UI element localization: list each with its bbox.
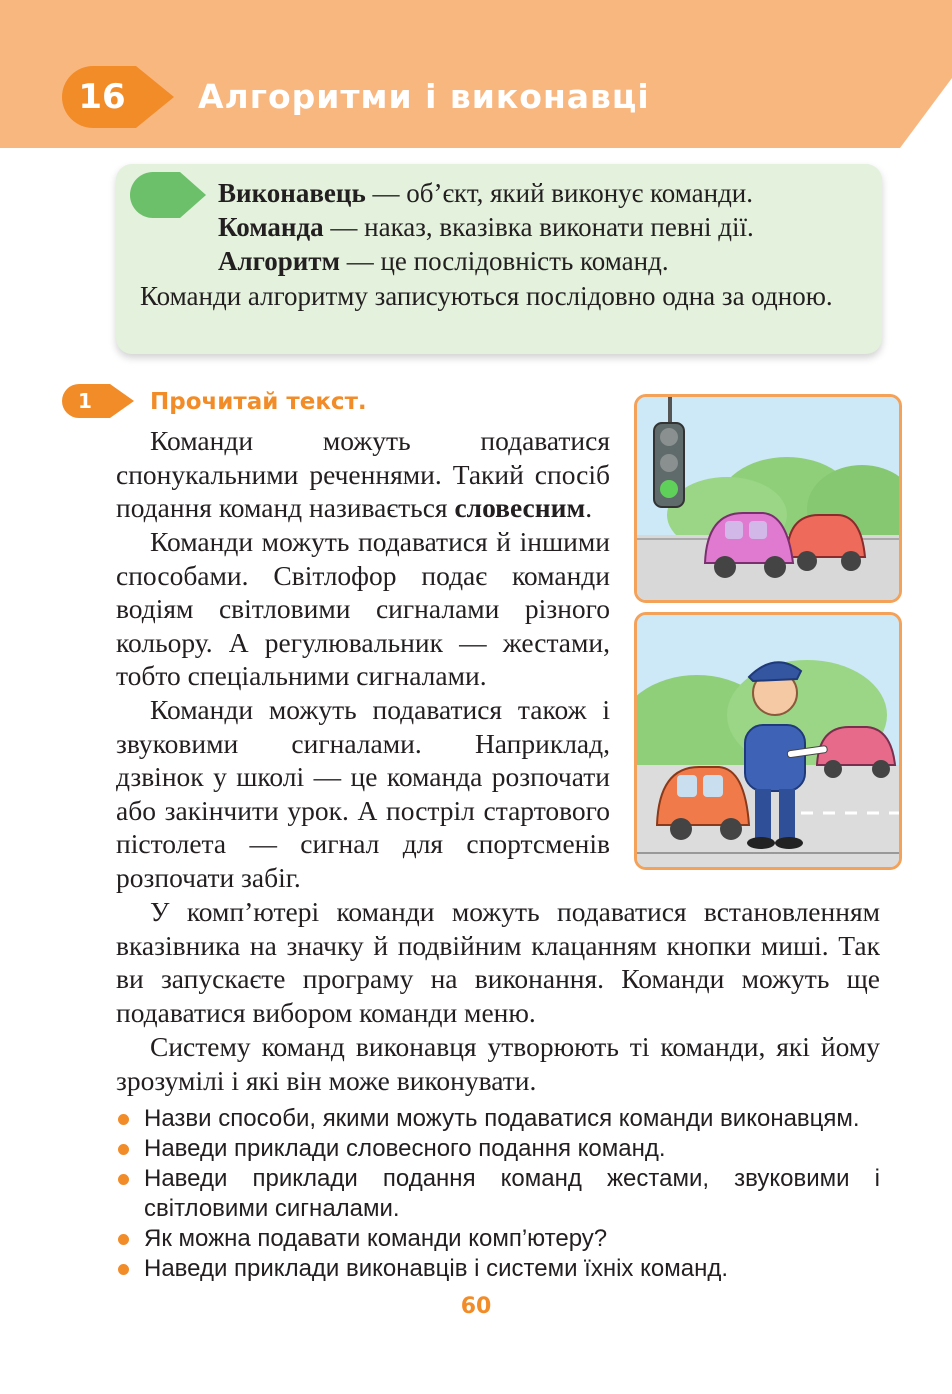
paragraph-1-end: . bbox=[585, 492, 593, 524]
definition-algorithm bbox=[218, 244, 669, 278]
definitions-note: Команди алгоритму записуються послідовно одна за одною. bbox=[140, 281, 833, 311]
paragraph-2-text: Команди можуть подаватися й іншими способами. Світлофор подає команди водіям світловими сигналами різного кольору. А регулювальник — жестами, тобто спеціальними сигналами. bbox=[116, 526, 610, 692]
question-text: Наведи приклади подання команд жестами, звуковими і світловими сигналами. bbox=[144, 1165, 880, 1222]
bullet-icon bbox=[118, 1234, 129, 1245]
question-item bbox=[116, 1134, 880, 1164]
lesson-title: Алгоритми і виконавці bbox=[198, 77, 650, 116]
definitions-marker-icon bbox=[130, 172, 206, 218]
question-text: Наведи приклади виконавців і системи їхніх команд. bbox=[144, 1255, 728, 1282]
bullet-icon bbox=[118, 1264, 129, 1275]
traffic-light-illustration bbox=[634, 394, 902, 603]
question-text: Наведи приклади словесного подання команд. bbox=[144, 1135, 666, 1162]
definition-text: — це послідовність команд. bbox=[339, 246, 669, 276]
definition-term: Команда bbox=[218, 212, 324, 242]
definition-term: Алгоритм bbox=[218, 246, 340, 276]
lesson-number: 16 bbox=[78, 77, 126, 117]
paragraph-3 bbox=[116, 693, 610, 895]
task-number: 1 bbox=[78, 389, 92, 413]
traffic-officer-scene bbox=[637, 615, 899, 867]
paragraph-4-text: У комп’ютері команди можуть подаватися встановленням вказівника на значку й подвійним клацанням кнопки миші. Так ви запускаєте програму на виконання. Команди можуть ще подаватися вибором команди меню. bbox=[116, 896, 880, 1028]
definition-text: — наказ, вказівка виконати певні дії. bbox=[323, 212, 754, 242]
question-item bbox=[116, 1254, 880, 1284]
task-title: Прочитай текст. bbox=[150, 389, 367, 415]
paragraph-2 bbox=[116, 525, 610, 693]
paragraph-1-bold: словесним bbox=[454, 492, 586, 524]
red-car-icon bbox=[787, 515, 865, 557]
question-item bbox=[116, 1224, 880, 1254]
definition-term: Виконавець bbox=[218, 178, 366, 208]
definition-text: — об’єкт, який виконує команди. bbox=[365, 178, 754, 208]
paragraph-5 bbox=[116, 1030, 880, 1097]
bullet-icon bbox=[118, 1114, 129, 1125]
officer-body bbox=[745, 725, 805, 791]
definition-command bbox=[218, 210, 754, 244]
traffic-officer-illustration bbox=[634, 612, 902, 870]
paragraph-1 bbox=[116, 424, 610, 525]
question-text: Як можна подавати команди комп’ютеру? bbox=[144, 1225, 608, 1252]
page-number: 60 bbox=[460, 1294, 492, 1319]
definition-performer bbox=[218, 176, 753, 210]
traffic-light-scene bbox=[637, 397, 899, 600]
paragraph-3-text: Команди можуть подаватися також і звуковими сигналами. Наприклад, дзвінок у школі — це команда розпочати або закінчити урок. А постріл стартового пістолета — сигнал для спортсменів розпочати забіг. bbox=[116, 694, 610, 893]
bullet-icon bbox=[118, 1174, 129, 1185]
bullet-icon bbox=[118, 1144, 129, 1155]
question-text: Назви способи, якими можуть подаватися команди виконавцям. bbox=[144, 1105, 860, 1132]
question-item bbox=[116, 1104, 880, 1134]
paragraph-4 bbox=[116, 895, 880, 1029]
paragraph-1-text: Команди можуть подаватися спонукальними реченнями. Такий спосіб подання команд називається bbox=[116, 425, 610, 524]
questions-list bbox=[116, 1104, 880, 1284]
question-item bbox=[116, 1164, 880, 1224]
paragraph-5-text: Систему команд виконавця утворюють ті команди, які йому зрозумілі і які він може виконувати. bbox=[116, 1031, 880, 1096]
